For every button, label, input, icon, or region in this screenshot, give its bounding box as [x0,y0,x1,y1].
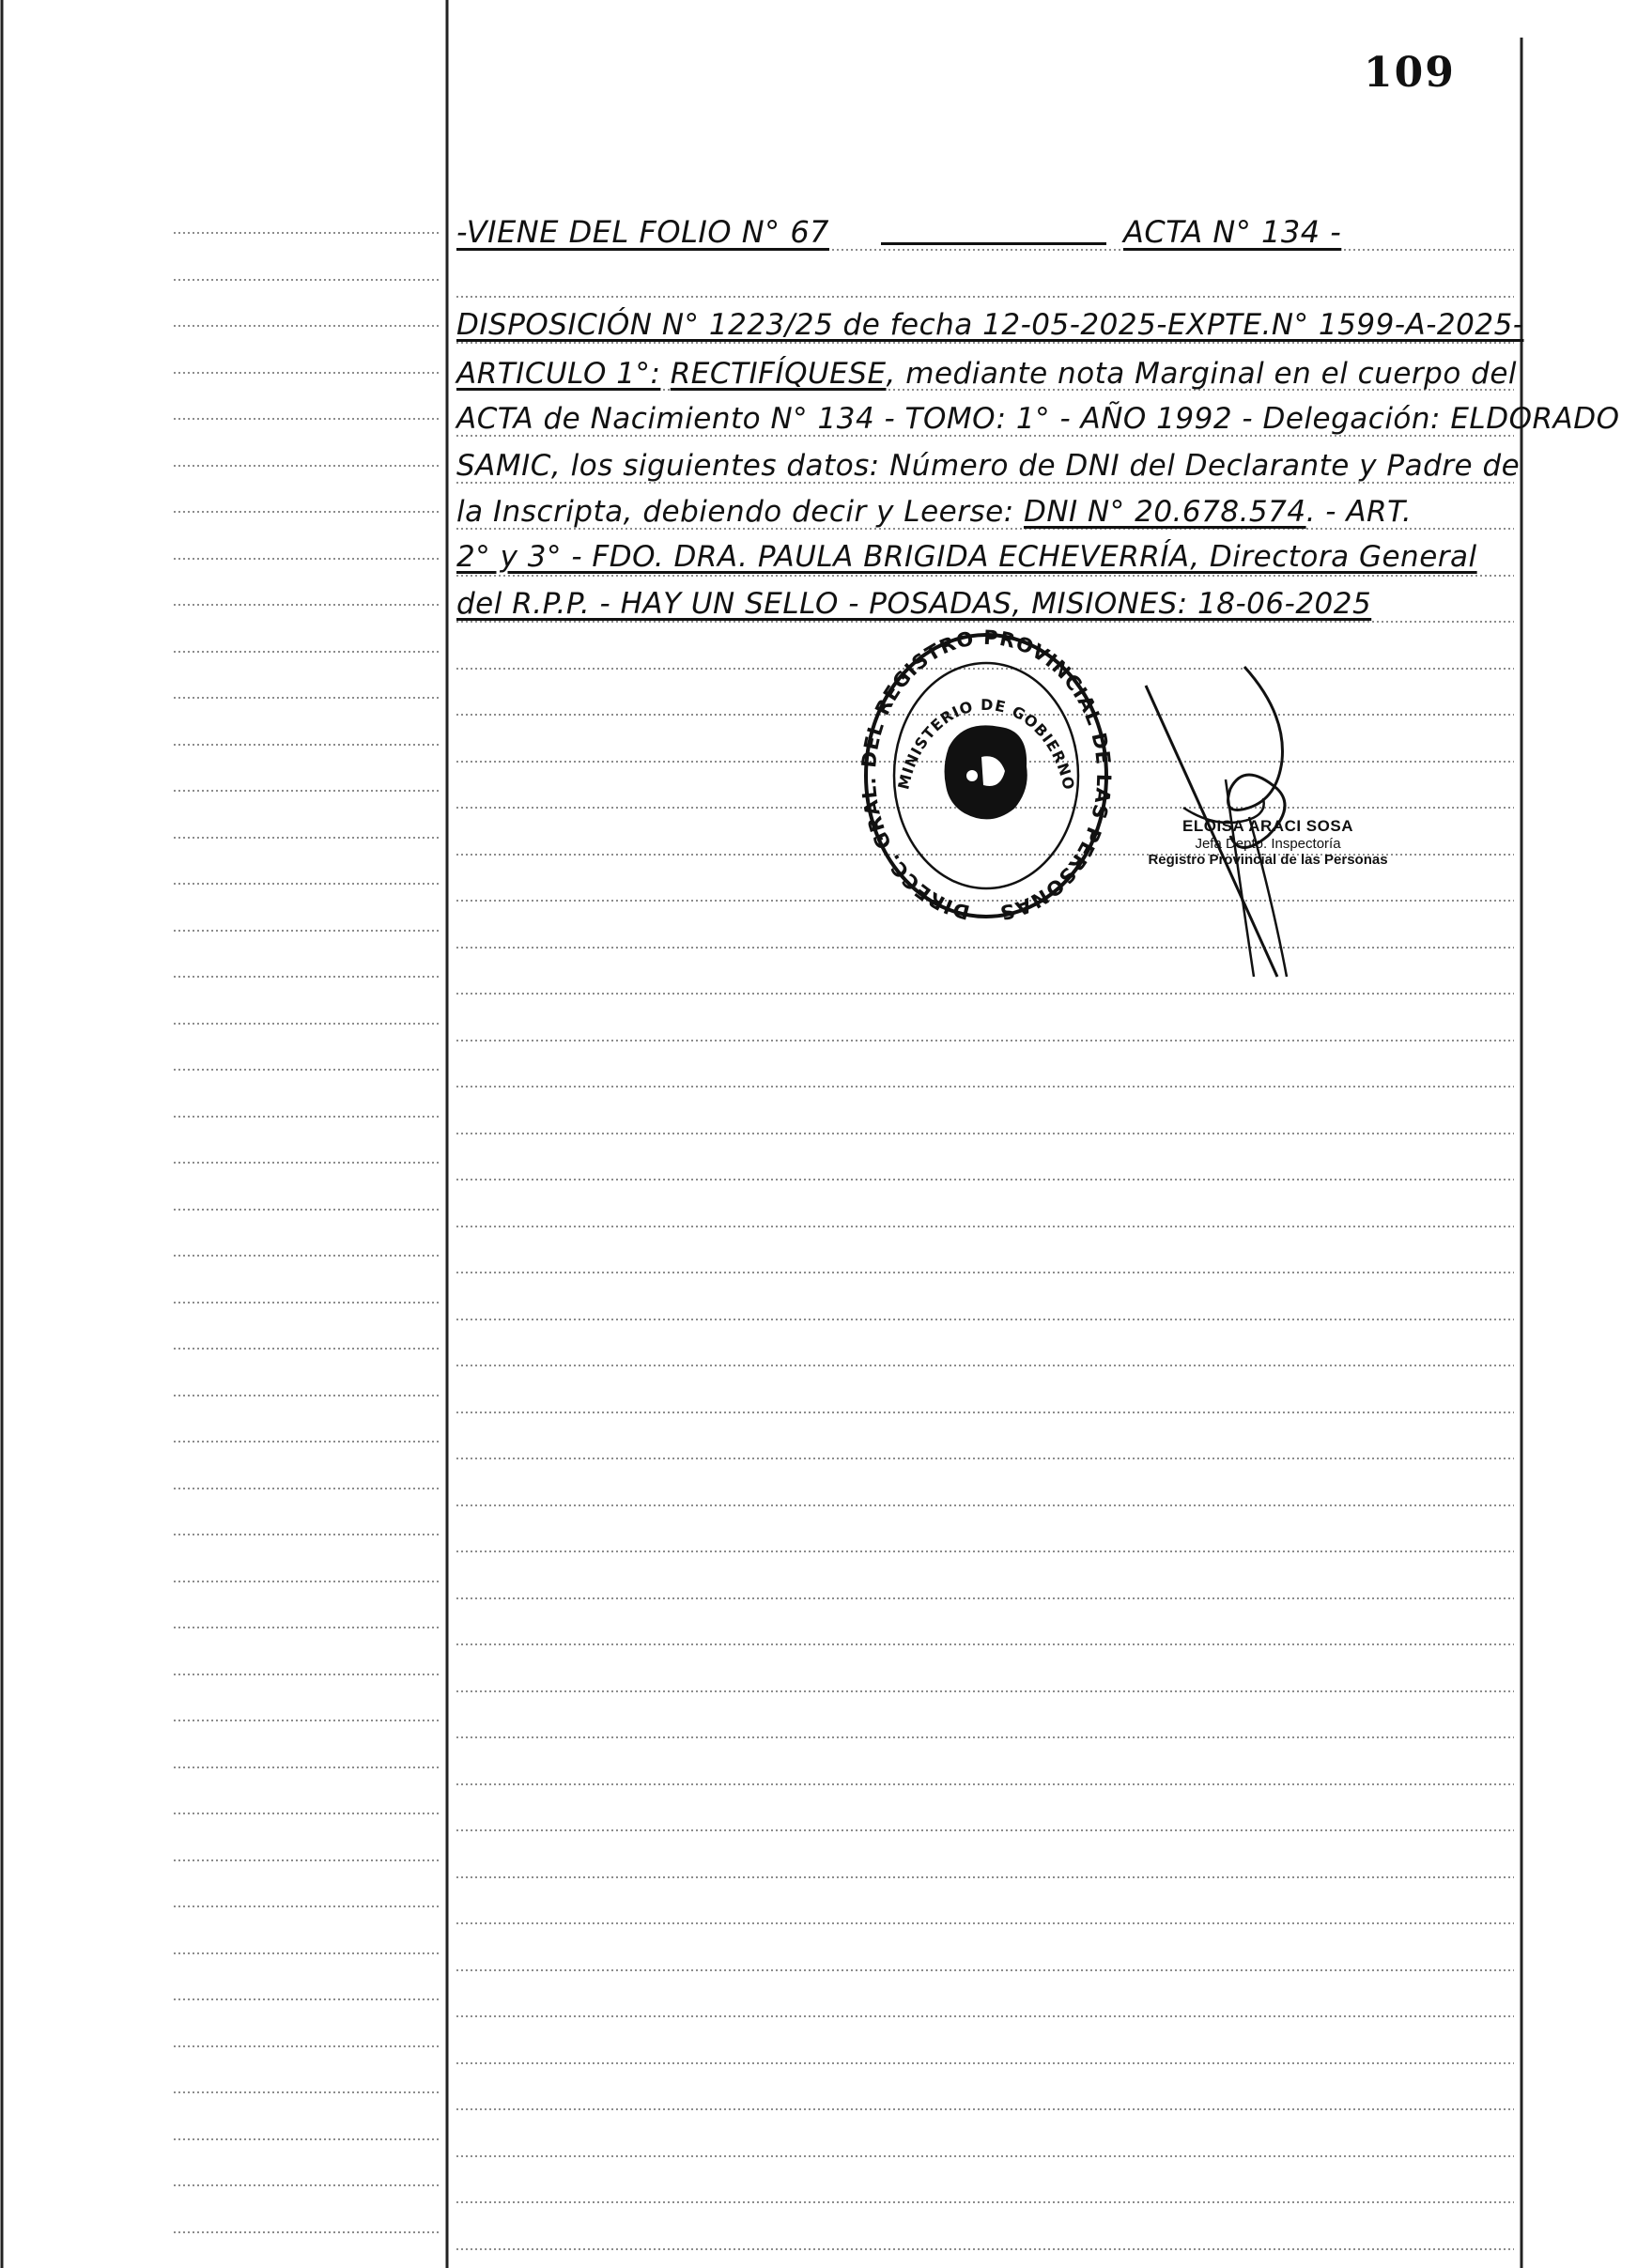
body-line-1 [456,308,1523,342]
signer-title: Jefa Depto. Inspectoría [1195,836,1341,852]
body-line-7-text: del R.P.P. - HAY UN SELLO - POSADAS, MISIONES: 18-06-2025 [456,587,1372,621]
body-line-3: ACTA de Nacimiento N° 134 - TOMO: 1° - AÑO 1992 - Delegación: ELDORADO [456,402,1620,436]
rectifiquese: RECTIFÍQUESE [670,357,887,391]
viene-del-folio: -VIENE DEL FOLIO N° 67 [456,214,830,250]
body-line-2-rest: , mediante nota Marginal en el cuerpo del [886,357,1518,391]
body-line-4: SAMIC, los siguientes datos: Número de DNI del Declarante y Padre de [456,449,1521,483]
disposicion: DISPOSICIÓN N° 1223/25 de fecha 12-05-2025-EXPTE.N° 1599-A-2025- [456,308,1524,342]
body-line-5-post: . - ART. [1305,495,1413,529]
body-line-6 [456,540,1477,574]
body-line-7 [456,587,1371,621]
signer-organization: Registro Provincial de las Personas [1148,852,1388,868]
signature-block [1108,817,1428,868]
header-line [456,214,1342,250]
signer-name: ELOISA ARACI SOSA [1182,817,1353,835]
articulo-label: ARTICULO 1°: [456,357,661,391]
stamp-inner-text: MINISTERIO DE GOBIERNO [894,695,1078,793]
header-dash [881,242,1106,245]
page-number: 109 [1364,49,1456,97]
acta-number: ACTA N° 134 - [1123,214,1342,250]
dni-number: DNI N° 20.678.574 [1024,495,1306,529]
body-line-5 [456,495,1412,529]
body-line-2 [456,357,1517,391]
official-stamp [859,625,1113,926]
body-line-6-text: 2° y 3° - FDO. DRA. PAULA BRIGIDA ECHEVERRÍA, Directora General [456,540,1477,574]
body-line-5-pre: la Inscripta, debiendo decir y Leerse: [456,495,1014,529]
stamp-outer-text: DIRECC. GRAL. DEL REGISTRO PROVINCIAL DE LAS PERSONAS [859,625,1113,925]
